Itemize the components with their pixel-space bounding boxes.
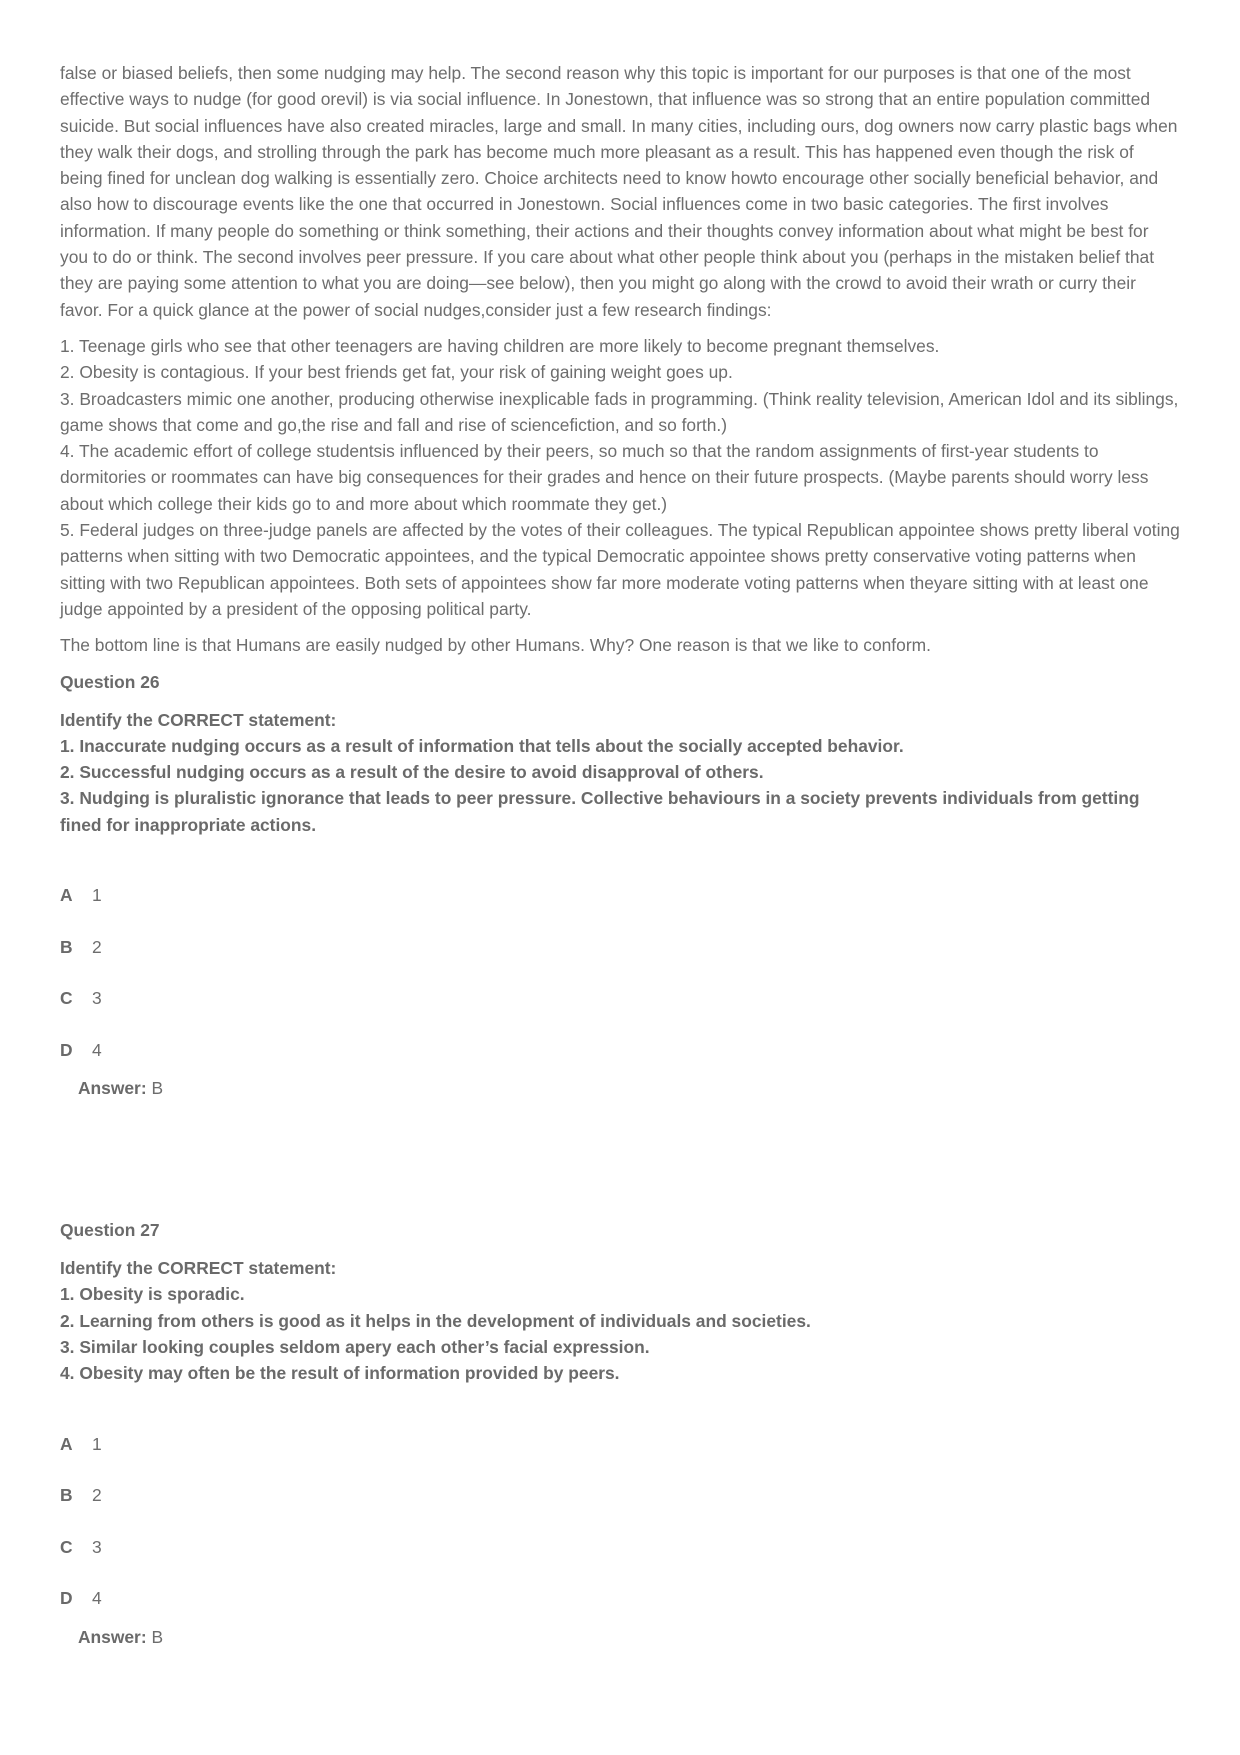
option-text: 3 <box>92 988 102 1009</box>
option-a[interactable] <box>60 882 1180 934</box>
answer-line <box>60 1075 1180 1101</box>
option-letter: A <box>60 885 73 906</box>
question-title: Question 26 <box>60 671 160 692</box>
option-a[interactable] <box>60 1431 1180 1483</box>
option-b[interactable] <box>60 1482 1180 1534</box>
stem-line: 1. Inaccurate nudging occurs as a result of information that tells about the socially accepted behavior. <box>60 735 904 756</box>
answer-value: B <box>151 1626 164 1647</box>
option-text: 1 <box>92 1433 102 1454</box>
option-letter: D <box>60 1588 73 1608</box>
answer-label: Answer: <box>78 1078 147 1099</box>
option-letter: D <box>60 1039 73 1060</box>
option-text: 4 <box>92 1039 102 1060</box>
option-letter: C <box>60 1536 73 1557</box>
question-26 <box>60 669 1180 1101</box>
stem-line: 2. Learning from others is good as it helps in the development of individuals and societies. <box>60 1310 811 1331</box>
answer-label: Answer: <box>78 1626 147 1647</box>
option-b[interactable] <box>60 934 1180 986</box>
stem-line: 1. Obesity is sporadic. <box>60 1284 245 1305</box>
intro-paragraph: false or biased beliefs, then some nudging may help. The second reason why this topic is important for our purposes is that one of the most effective ways to nudge (for good orevil) is via social influence. In Jonestown, that influence was so strong that an entire population committed suicide. But social influences have also created miracles, large and small. In many cities, including ours, dog owners now carry plastic bags when they walk their dogs, and strolling through the park has become much more pleasant as a result. This has happened even though the risk of being fined for unclean dog walking is essentially zero. Choice architects need to know howto encourage other socially beneficial behavior, and also how to discourage events like the one that occurred in Jonestown. Social influences come in two basic categories. The first involves information. If many people do something or think something, their actions and their thoughts convey information about what might be best for you to do or think. The second involves peer pressure. If you care about what other people think about you (perhaps in the mistaken belief that they are paying some attention to what you are doing—see below), then you might go along with the crowd to avoid their wrath or curry their favor. For a quick glance at the power of social nudges,consider just a few research findings: <box>60 63 1178 320</box>
option-letter: A <box>60 1433 73 1454</box>
option-letter: B <box>60 936 73 957</box>
finding-item: 2. Obesity is contagious. If your best friends get fat, your risk of gaining weight goes up. <box>60 362 733 383</box>
stem-line: Identify the CORRECT statement: <box>60 1258 337 1279</box>
option-c[interactable] <box>60 985 1180 1037</box>
stem-line: 4. Obesity may often be the result of information provided by peers. <box>60 1363 620 1384</box>
stem-line: 3. Similar looking couples seldom apery each other’s facial expression. <box>60 1336 650 1357</box>
option-text: 2 <box>92 1485 102 1505</box>
option-text: 1 <box>92 885 102 906</box>
option-text: 4 <box>92 1588 102 1608</box>
document-page <box>60 60 1180 1650</box>
finding-item: 4. The academic effort of college studentsis influenced by their peers, so much so that the random assignments of first-year students to dormitories or roommates can have big consequences for their grades and hence on their future prospects. (Maybe parents should worry less about which college their kids go to and more about which roommate they get.) <box>60 441 1149 514</box>
bottom-line-paragraph: The bottom line is that Humans are easily nudged by other Humans. Why? One reason is that we like to conform. <box>60 635 931 656</box>
finding-item: 3. Broadcasters mimic one another, producing otherwise inexplicable fads in programming. (Think reality television, American Idol and its siblings, game shows that come and go,the rise and fall and rise of sciencefiction, and so forth.) <box>60 388 1179 435</box>
option-letter: C <box>60 988 73 1009</box>
stem-line: Identify the CORRECT statement: <box>60 709 337 730</box>
question-title: Question 27 <box>60 1220 160 1241</box>
option-letter: B <box>60 1485 73 1505</box>
option-text: 3 <box>92 1536 102 1557</box>
question-27 <box>60 1217 1180 1649</box>
stem-line: 3. Nudging is pluralistic ignorance that leads to peer pressure. Collective behaviours in a society prevents individuals from getting fined for inappropriate actions. <box>60 788 1140 835</box>
option-c[interactable] <box>60 1534 1180 1586</box>
answer-options <box>60 1431 1180 1637</box>
question-stem <box>60 1255 1180 1386</box>
stem-line: 2. Successful nudging occurs as a result of the desire to avoid disapproval of others. <box>60 762 764 783</box>
question-stem <box>60 707 1180 838</box>
answer-options <box>60 882 1180 1088</box>
finding-item: 1. Teenage girls who see that other teenagers are having children are more likely to become pregnant themselves. <box>60 335 940 356</box>
finding-item: 5. Federal judges on three-judge panels are affected by the votes of their colleagues. The typical Republican appointee shows pretty liberal voting patterns when sitting with two Democratic appointees, and the typical Democratic appointee shows pretty conservative voting patterns when sitting with two Republican appointees. Both sets of appointees show far more moderate voting patterns when theyare sitting with at least one judge appointed by a president of the opposing political party. <box>60 520 1180 619</box>
answer-value: B <box>151 1078 164 1099</box>
option-text: 2 <box>92 936 102 957</box>
findings-list <box>60 333 1180 622</box>
answer-line <box>60 1624 1180 1650</box>
